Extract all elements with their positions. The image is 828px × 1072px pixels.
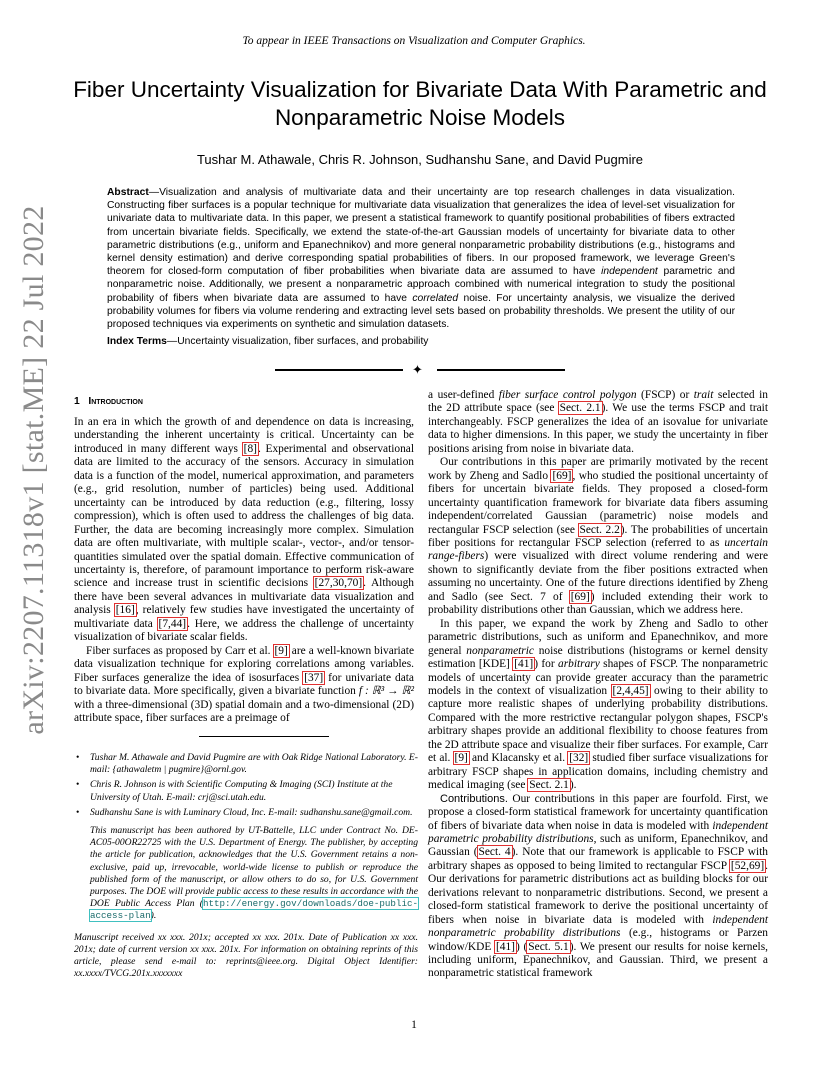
page-number: 1 xyxy=(411,1019,417,1031)
citation-link[interactable]: [2,4,45] xyxy=(612,684,649,697)
section-heading xyxy=(74,396,143,407)
right-column xyxy=(428,389,768,981)
citation-link[interactable]: [41] xyxy=(496,940,515,953)
abstract-text: —Visualization and analysis of multivariate data and their uncertainty are top research challenges in data visualization. Constructing fiber surfaces is a popular technique for multivariate data visualization that generalizes the idea of level-set visualization for univariate data to multivariate data. In this paper, we present a statistical framework to quantify positional probabilities of fibers extracted from uncertain bivariate fields. Specifically, we extend the state-of-the-art Gaussian models of uncertainty for bivariate data to other parametric distributions (e.g., uniform and Epanechnikov) and more general nonparametric probability distributions (e.g., histograms and kernel density estimation) and derive corresponding spatial probabilities of fibers. In our proposed framework, we leverage Green's theorem for closed-form computation of fiber probabilities when bivariate data are assumed to have xyxy=(107,187,735,278)
divider-diamond-icon: ✦ xyxy=(412,362,423,377)
abstract-emphasis: independent xyxy=(601,266,658,278)
abstract-text: parametric and nonparametric noise. Additionally, we present a nonparametric approach combined with numerical integration to study the positional probability of fibers when bivariate data are assumed to have xyxy=(107,266,735,304)
index-terms xyxy=(107,336,735,347)
citation-link[interactable]: [7,44] xyxy=(158,617,187,630)
arxiv-stamp xyxy=(4,205,64,735)
footnotes xyxy=(72,752,418,980)
citation-link[interactable]: [8] xyxy=(243,442,257,455)
citation-link[interactable]: [52,69] xyxy=(730,859,765,872)
abstract-label: Abstract xyxy=(107,187,149,198)
section-link[interactable]: Sect. 2.1 xyxy=(529,779,569,792)
left-column xyxy=(74,416,414,725)
citation-link[interactable]: [41] xyxy=(514,658,534,671)
paragraph: Our contributions in this paper are primarily motivated by the recent work by Zheng and Sadlo [69], who studied the positional uncertainty of fibers for uncertain bivariate fields. They proposed a closed-form uncertainty quantification framework for bivariate data fibers assuming independent/correlated Gaussian (parametric) noise models and rectangular FSCP selection (see Sect. 2.2). The probabilities of uncertain fiber positions for rectangular FSCP selection (referred to as uncertain range-fibers) were visualized with direct volume rendering and were shown to significantly deviate from the fiber positions extracted when assuming no uncertainty. One of the future directions identified by Zheng and Sadlo (see Sect. 7 of [69]) included extending their work to probability distributions other than Gaussian, which we address here. xyxy=(428,456,768,617)
section-link[interactable]: Sect. 2.2 xyxy=(579,523,620,536)
math-expression: f : ℝ³ → ℝ² xyxy=(358,685,414,698)
paragraph-heading: Contributions. xyxy=(440,792,508,805)
footnote-rule xyxy=(199,736,329,737)
citation-link[interactable]: [32] xyxy=(569,752,589,765)
index-terms-label: Index Terms xyxy=(107,336,167,347)
citation-link[interactable]: [9] xyxy=(454,752,468,765)
footnote-affiliation: • Tushar M. Athawale and David Pugmire are with Oak Ridge National Laboratory. E-mail: {athawaletm | pugmire}@ornl.gov. xyxy=(72,752,418,776)
citation-link[interactable]: [37] xyxy=(304,671,324,684)
section-link[interactable]: Sect. 5.1 xyxy=(528,940,569,953)
paragraph: In this paper, we expand the work by Zheng and Sadlo to other parametric distributions, such as uniform and Epanechnikov, and more general nonparametric noise distributions (histograms or kernel density estimation [KDE] [41]) for arbitrary shapes of FSCP. The nonparametric models of uncertainty can provide greater accuracy than the parametric models in the context of visualization [2,4,45] owing to their ability to capture more realistic shapes of underlying probability distributions. Compared with the more restrictive rectangular polygon shapes, FSCP's arbitrary shapes provide an additional flexibility to choose features from the 2D attribute space and visualize their fiber surfaces. For example, Carr et al. [9] and Klacansky et al. [32] studied fiber surface visualizations for arbitrary FSCP shapes in application domains, including chemistry and medical imaging (see Sect. 2.1). xyxy=(428,617,769,792)
citation-link[interactable]: [9] xyxy=(274,644,288,657)
section-divider xyxy=(275,362,565,376)
arxiv-stamp-text: arXiv:2207.11318v1 [stat.ME] 22 Jul 2022 xyxy=(17,205,50,735)
section-link[interactable]: Sect. 4 xyxy=(478,846,511,859)
section-link[interactable]: Sect. 2.1 xyxy=(559,402,601,415)
footnote-affiliation: • Sudhanshu Sane is with Luminary Cloud, Inc. E-mail: sudhanshu.sane@gmail.com. xyxy=(72,807,418,819)
footnote-affiliation: • Chris R. Johnson is with Scientific Computing & Imaging (SCI) Institute at the University of Utah. E-mail: crj@sci.utah.edu. xyxy=(72,779,418,803)
divider-line xyxy=(275,369,403,371)
paragraph: a user-defined fiber surface control polygon (FSCP) or trait selected in the 2D attribute space (see Sect. 2.1). We use the terms FSCP and trait interchangeably. FSCP generalizes the idea of an isovalue for univariate data to higher dimensions. In this paper, we study the uncertainty in fiber positions arising from noise in bivariate data. xyxy=(428,389,768,455)
paragraph: Contributions. Our contributions in this paper are fourfold. First, we propose a closed-form statistical framework for uncertainty quantification of fibers of bivariate data when noise in data is modeled with independent parametric probability distributions, such as uniform, Epanechnikov, and Gaussian (Sect. 4). Note that our framework is applicable to FSCP with arbitrary shapes as opposed to being limited to rectangular FSCP [52,69]. Our derivations for parametric distributions act as building blocks for our derivations relevant to nonparametric distributions. Second, we present a closed-form statistical framework to derive the positional uncertainty of fibers when noise in bivariate data is modeled with independent nonparametric probability distributions (e.g., histograms or Parzen window/KDE [41]) (Sect. 5.1). We present our results for noise kernels, including uniform, Epanechnikov, and Gaussian. Third, we present a nonparametric statistical framework xyxy=(428,792,768,980)
index-terms-text: —Uncertainty visualization, fiber surfaces, and probability xyxy=(166,336,429,347)
manuscript-info: Manuscript received xx xxx. 201x; accepted xx xxx. 201x. Date of Publication xx xxx. 201x; date of current version xx xxx. 201x. For information on obtaining reprints of this article, please send e-mail to: reprints@ieee.org. Digital Object Identifier: xx.xxxx/TVCG.201x.xxxxxxx xyxy=(74,931,418,980)
citation-link[interactable]: [69] xyxy=(552,469,572,482)
divider-line xyxy=(437,369,565,371)
citation-link[interactable]: [69] xyxy=(570,590,590,603)
license-notice: This manuscript has been authored by UT-Battelle, LLC under Contract No. DE-AC05-00OR22725 with the U.S. Department of Energy. The publisher, by accepting the article for publication, acknowledges that the U.S. Government retains a non-exclusive, paid up, irrevocable, world-wide license to publish or reproduce the published form of the manuscript, or allow others to do so, for U.S. Government purposes. The DOE will provide public access to these results in accordance with the DOE Public Access Plan (http://energy.gov/downloads/doe-public-access-plan). xyxy=(90,825,418,922)
doe-plan-link[interactable]: http://energy.gov/downloads/doe-public-access-plan xyxy=(90,898,418,922)
section-title: Introduction xyxy=(88,396,143,407)
abstract-text: noise. For uncertainty analysis, we visualize the derived probability volumes for fibers via volume rendering and extracting level sets based on probability thresholds. We present the utility of our proposed techniques via experiments on synthetic and simulation datasets. xyxy=(107,292,735,331)
abstract xyxy=(107,186,735,331)
paper-title: Fiber Uncertainty Visualization for Bivariate Data With Parametric and Nonparametric Noise Models xyxy=(73,77,767,130)
venue-line: To appear in IEEE Transactions on Visualization and Computer Graphics. xyxy=(242,35,586,47)
abstract-emphasis: correlated xyxy=(412,292,459,304)
citation-link[interactable]: [16] xyxy=(115,604,135,617)
paragraph: In an era in which the growth of and dependence on data is increasing, understanding the inherent uncertainty is critical. Uncertainty can be introduced in many different ways [8]. Experimental and observational data are limited to the accuracy of the sensors. Accuracy in simulation data is a function of the model, numerical approximation, and parameters (e.g., grid resolution, number of particles) being used. Additional uncertainty can be introduced by data reduction (e.g., filtering, lossy compression), which is often used to address the challenges of big data. Further, the data are becoming increasingly more complex. Simulation data are often multivariate, with multiple scalar-, vector-, and/or tensor-quantities simulated over the spatial domain. Effective communication of uncertainty is, therefore, of paramount importance to perform risk-aware science and increase trust in scientific decisions [27,30,70]. Although there have been several advances in multivariate data visualization and analysis [16], relatively few studies have investigated the uncertainty of multivariate data [7,44]. Here, we address the challenge of uncertainty visualization of bivariate scalar fields. xyxy=(74,416,415,644)
paragraph: Fiber surfaces as proposed by Carr et al. [9] are a well-known bivariate data visualization technique for exploring correlations among variables. Fiber surfaces generalize the idea of isosurfaces [37] for univariate data to bivariate data. More specifically, given a bivariate function f : ℝ³ → ℝ² with a three-dimensional (3D) spatial domain and a two-dimensional (2D) attribute space, fiber surfaces are a preimage of xyxy=(74,644,414,724)
author-list: Tushar M. Athawale, Chris R. Johnson, Sudhanshu Sane, and David Pugmire xyxy=(196,152,644,167)
citation-link[interactable]: [27,30,70] xyxy=(314,577,363,590)
section-number: 1 xyxy=(74,396,80,407)
